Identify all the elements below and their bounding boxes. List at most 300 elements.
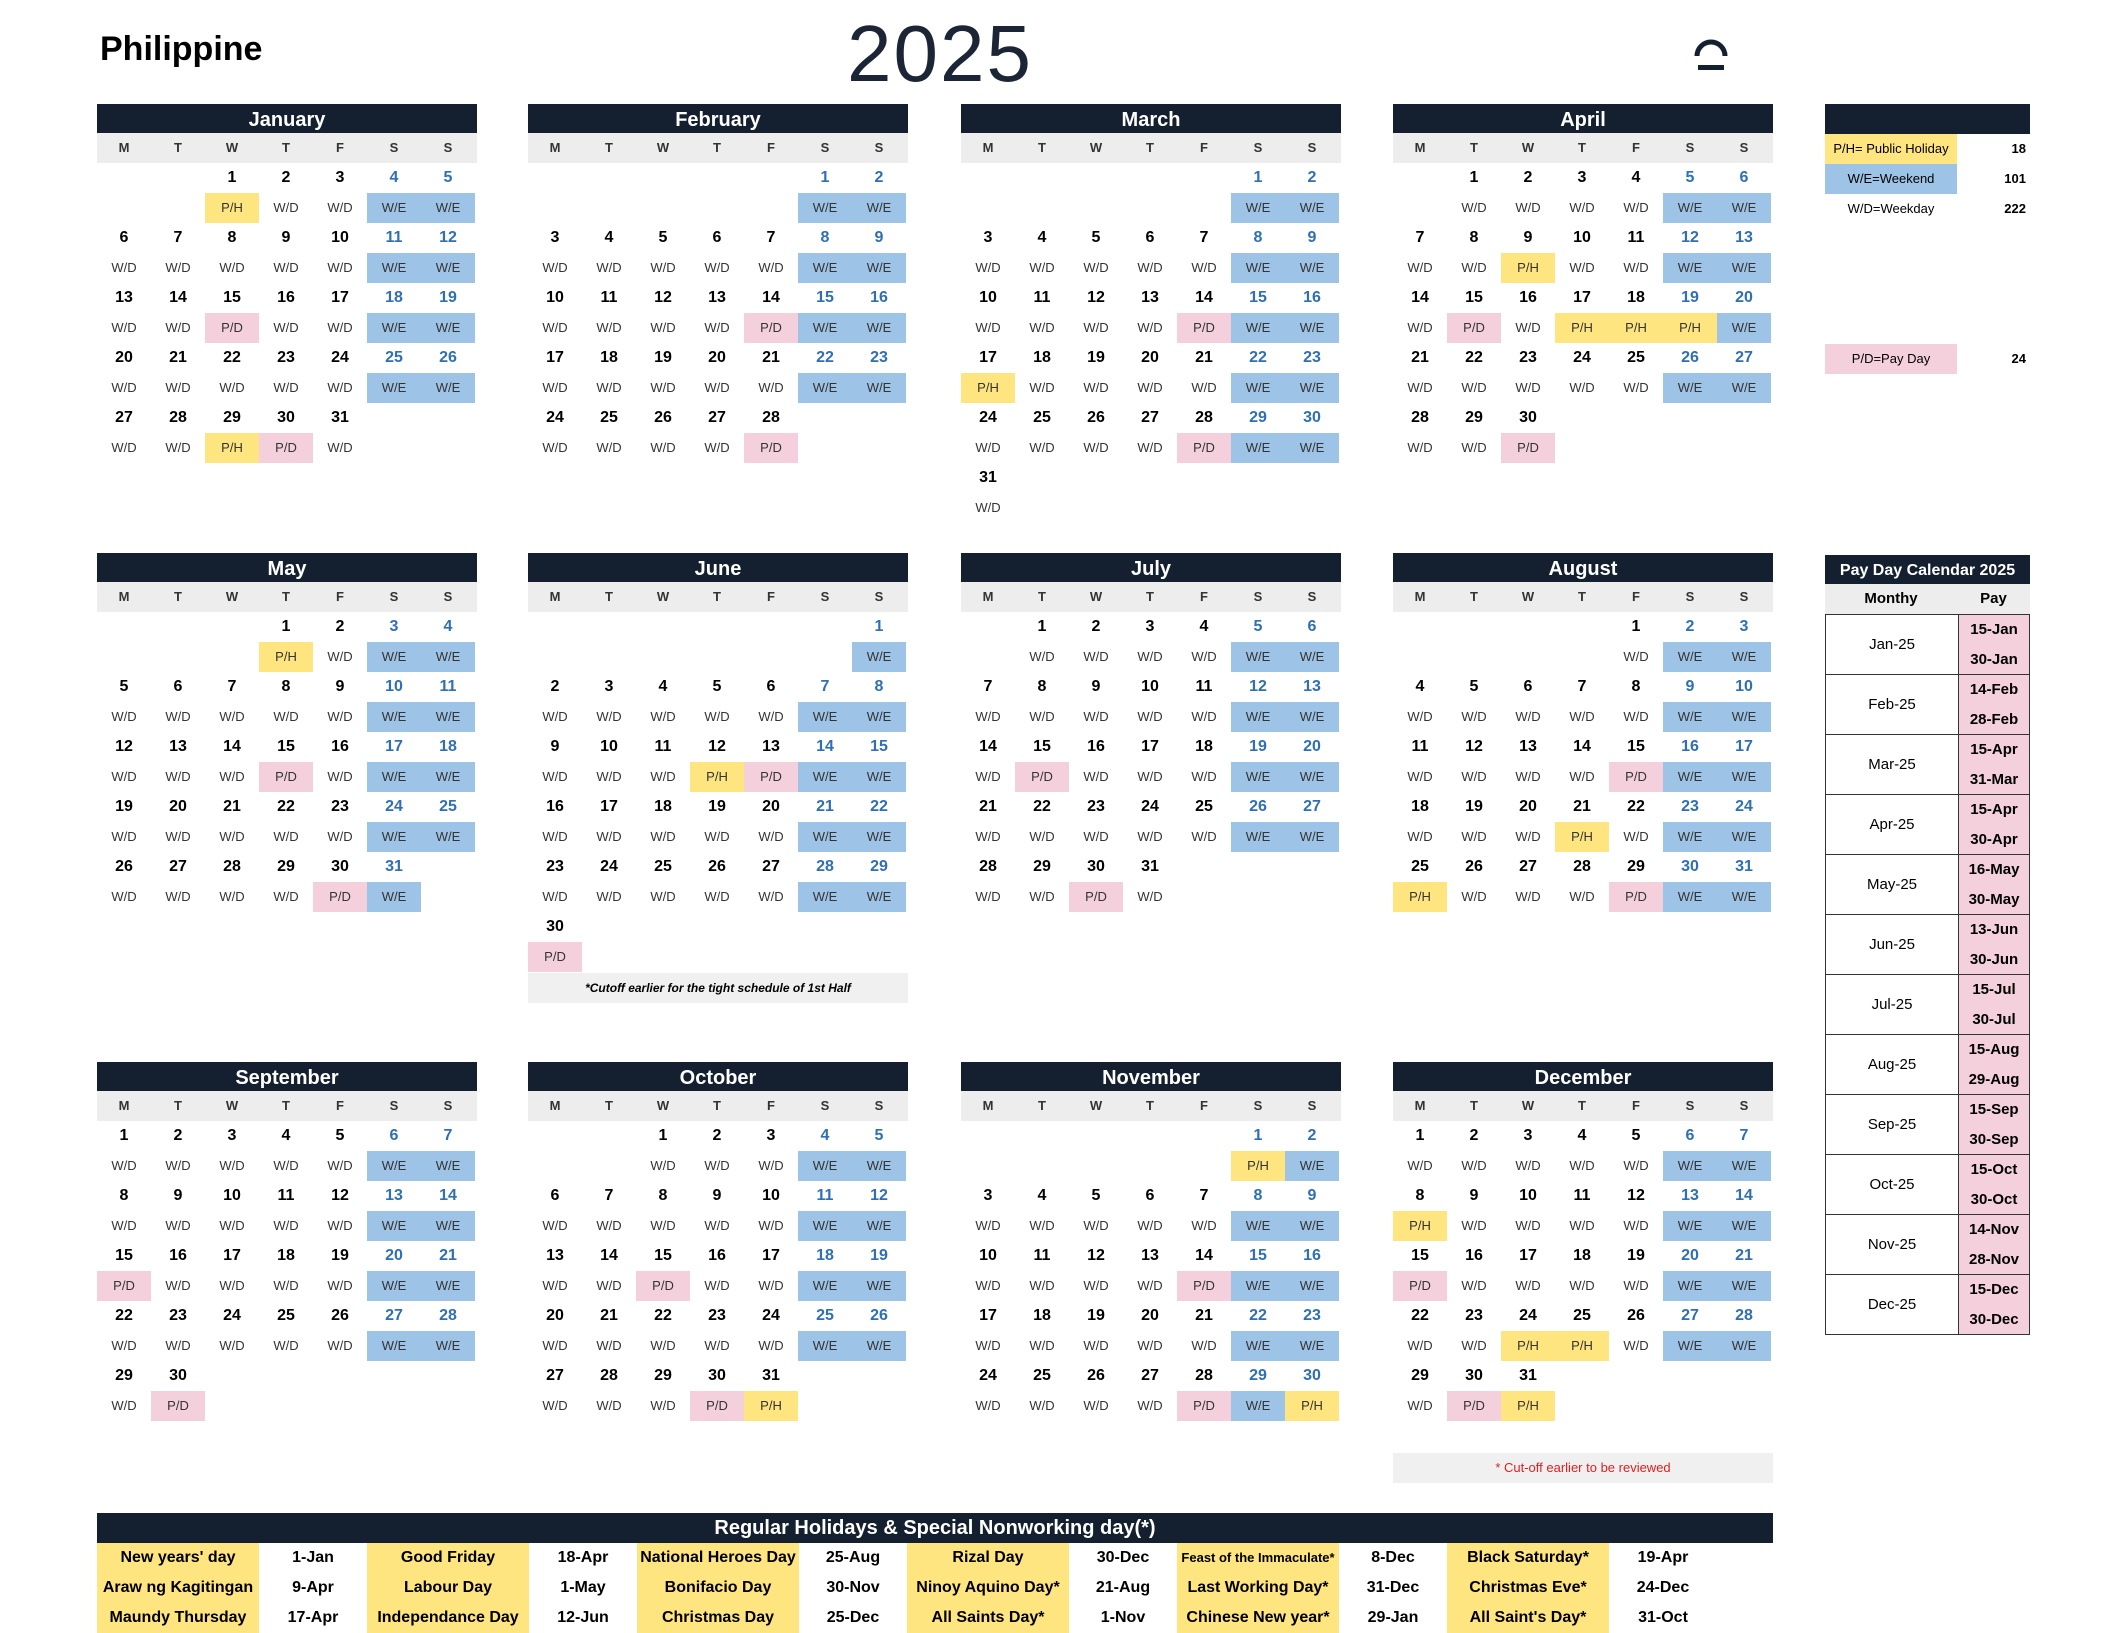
day-type: W/E <box>852 193 906 223</box>
payday-date: 30-Apr <box>1970 830 2018 848</box>
weekday-header-row <box>97 582 477 612</box>
day-type: P/D <box>744 433 798 463</box>
day-number: 11 <box>385 229 403 246</box>
day-type: P/D <box>1069 882 1123 912</box>
holiday-date: 25-Aug <box>825 1549 881 1566</box>
day-number: 31 <box>762 1367 780 1384</box>
day-type: W/D <box>1461 440 1487 455</box>
day-type: W/D <box>1083 769 1109 784</box>
holiday-name: Chinese New year* <box>1177 1603 1339 1633</box>
day-type: W/D <box>1083 649 1109 664</box>
weekday-label: M <box>982 1098 994 1113</box>
day-number: 6 <box>173 678 183 695</box>
day-number: 14 <box>439 1187 457 1204</box>
day-type <box>690 642 744 672</box>
day-type: W/D <box>1191 709 1217 724</box>
day-number: 25 <box>816 1307 834 1324</box>
day-type-row <box>961 493 1341 523</box>
day-number <box>582 612 636 642</box>
day-number: 28 <box>816 858 834 875</box>
day-number: 25 <box>1033 409 1051 426</box>
day-type: W/D <box>975 769 1001 784</box>
day-number: 23 <box>708 1307 726 1324</box>
day-type: W/E <box>1231 193 1285 223</box>
day-number: 5 <box>1469 678 1479 695</box>
day-type: W/D <box>1029 829 1055 844</box>
day-number: 30 <box>277 409 295 426</box>
day-number <box>1015 1121 1069 1151</box>
month-august <box>1393 553 1773 912</box>
day-number-row <box>528 283 908 313</box>
day-number-row <box>528 223 908 253</box>
day-number: 14 <box>1735 1187 1753 1204</box>
day-type: W/D <box>273 320 299 335</box>
day-type: W/D <box>1137 1338 1163 1353</box>
day-type: W/D <box>219 769 245 784</box>
holiday-name: Rizal Day <box>907 1543 1069 1573</box>
day-type: W/D <box>1029 1398 1055 1413</box>
weekday-label: T <box>1146 140 1154 155</box>
day-type: W/E <box>367 253 421 283</box>
day-number: 18 <box>1033 1307 1051 1324</box>
day-type: W/E <box>1717 642 1771 672</box>
weekday-label: S <box>443 589 453 604</box>
day-number <box>1285 463 1339 493</box>
day-number: 17 <box>546 349 564 366</box>
weekday-label: S <box>389 589 399 604</box>
payday-month: Aug-25 <box>1826 1035 1959 1094</box>
weekday-label: F <box>1632 589 1640 604</box>
day-number <box>1123 1121 1177 1151</box>
holiday-name: New years' day <box>97 1543 259 1573</box>
day-number: 21 <box>1195 1307 1213 1324</box>
day-type: W/E <box>852 702 906 732</box>
month-june <box>528 553 908 972</box>
day-type: W/D <box>327 320 353 335</box>
day-type <box>367 1391 421 1421</box>
payday-row <box>1825 675 2030 735</box>
day-type-row <box>1393 373 1773 403</box>
legend <box>1825 104 2030 374</box>
day-type: W/D <box>165 709 191 724</box>
day-number: 22 <box>1411 1307 1429 1324</box>
day-type <box>367 433 421 463</box>
payday-month: Feb-25 <box>1826 675 1959 734</box>
day-number: 28 <box>762 409 780 426</box>
day-number: 22 <box>1033 798 1051 815</box>
day-number: 17 <box>1735 738 1753 755</box>
day-type-row <box>1393 762 1773 792</box>
day-number <box>690 612 744 642</box>
day-number <box>1501 612 1555 642</box>
day-number <box>690 163 744 193</box>
day-type-row <box>97 1151 477 1181</box>
month-april <box>1393 104 1773 463</box>
day-type <box>1015 493 1069 523</box>
day-number: 1 <box>1253 169 1263 186</box>
day-type: W/E <box>1285 433 1339 463</box>
day-type-row <box>528 702 908 732</box>
day-number: 10 <box>385 678 403 695</box>
day-type-row <box>961 1271 1341 1301</box>
day-number: 28 <box>1195 1367 1213 1384</box>
day-type: W/D <box>1407 260 1433 275</box>
day-type: W/D <box>1029 889 1055 904</box>
day-number: 17 <box>979 349 997 366</box>
legend-count: 24 <box>2011 351 2026 366</box>
day-type: W/D <box>542 1278 568 1293</box>
day-number: 27 <box>1519 858 1537 875</box>
day-type: W/E <box>1663 1331 1717 1361</box>
day-type: W/D <box>111 1338 137 1353</box>
day-number: 8 <box>1253 229 1263 246</box>
day-number: 8 <box>1253 1187 1263 1204</box>
day-type: W/D <box>273 889 299 904</box>
day-number <box>97 612 151 642</box>
day-number: 2 <box>550 678 560 695</box>
day-type <box>798 942 852 972</box>
day-type: W/D <box>704 1338 730 1353</box>
day-type: P/D <box>313 882 367 912</box>
day-number: 13 <box>169 738 187 755</box>
day-type: W/E <box>1285 1211 1339 1241</box>
day-number: 4 <box>443 618 453 635</box>
day-type <box>1393 193 1447 223</box>
day-type: W/D <box>650 440 676 455</box>
day-type: W/D <box>165 260 191 275</box>
day-type-row <box>97 702 477 732</box>
day-number: 3 <box>604 678 614 695</box>
day-type-row <box>1393 433 1773 463</box>
weekday-label: T <box>1146 589 1154 604</box>
day-number: 13 <box>115 289 133 306</box>
day-type: W/E <box>1663 822 1717 852</box>
day-type: W/D <box>1029 1338 1055 1353</box>
day-type <box>528 1151 582 1181</box>
day-number-row <box>528 732 908 762</box>
day-type: W/D <box>975 889 1001 904</box>
weekday-label: T <box>1578 140 1586 155</box>
day-number: 10 <box>1573 229 1591 246</box>
day-number: 3 <box>1577 169 1587 186</box>
day-type: W/D <box>1137 260 1163 275</box>
weekday-label: T <box>713 1098 721 1113</box>
day-number: 17 <box>385 738 403 755</box>
day-type: W/E <box>1285 1271 1339 1301</box>
day-number <box>636 163 690 193</box>
day-type: W/D <box>542 260 568 275</box>
day-type: W/D <box>1569 1158 1595 1173</box>
day-type: W/D <box>327 1278 353 1293</box>
payday-date: 28-Nov <box>1968 1250 2020 1268</box>
day-type <box>1555 1391 1609 1421</box>
day-number: 9 <box>1685 678 1695 695</box>
weekday-label: F <box>336 140 344 155</box>
day-number: 26 <box>1465 858 1483 875</box>
day-type: W/D <box>542 889 568 904</box>
day-number: 1 <box>1469 169 1479 186</box>
day-type: W/E <box>1663 702 1717 732</box>
day-type: W/D <box>1461 1158 1487 1173</box>
day-number <box>636 612 690 642</box>
weekday-label: M <box>549 1098 561 1113</box>
day-type <box>1015 193 1069 223</box>
day-type: P/H <box>1393 882 1447 912</box>
day-number: 7 <box>173 229 183 246</box>
day-type-row <box>961 882 1341 912</box>
day-number <box>528 1121 582 1151</box>
day-number-row <box>97 1301 477 1331</box>
day-number: 9 <box>1307 229 1317 246</box>
day-number: 31 <box>385 858 403 875</box>
day-number-row <box>1393 1361 1773 1391</box>
day-number: 11 <box>1411 738 1429 755</box>
day-type: W/D <box>1191 260 1217 275</box>
day-type: W/D <box>758 1338 784 1353</box>
day-number <box>1555 403 1609 433</box>
day-number-row <box>97 1121 477 1151</box>
payday-date: 15-Sep <box>1969 1101 2019 1118</box>
weekday-label: W <box>1089 140 1103 155</box>
day-type: P/D <box>690 1391 744 1421</box>
day-number-row <box>1393 672 1773 702</box>
payday-pay-header: Pay <box>1980 590 2007 607</box>
day-type: W/D <box>1407 1398 1433 1413</box>
day-type: W/D <box>596 260 622 275</box>
day-type-row <box>961 822 1341 852</box>
day-type <box>1609 1391 1663 1421</box>
day-number <box>1123 463 1177 493</box>
day-type-row <box>97 373 477 403</box>
payday-dates <box>1959 975 2029 1034</box>
day-number-row <box>97 283 477 313</box>
day-number: 7 <box>227 678 237 695</box>
day-type <box>690 942 744 972</box>
month-header: April <box>1393 104 1773 133</box>
day-number: 16 <box>870 289 888 306</box>
day-number-row <box>1393 403 1773 433</box>
weekday-label: F <box>1200 1098 1208 1113</box>
day-number: 12 <box>870 1187 888 1204</box>
day-type: W/E <box>1231 702 1285 732</box>
day-number: 17 <box>1141 738 1159 755</box>
day-type <box>421 433 475 463</box>
payday-row <box>1825 915 2030 975</box>
day-number: 5 <box>712 678 722 695</box>
day-number: 3 <box>1145 618 1155 635</box>
day-number: 29 <box>115 1367 133 1384</box>
day-type: W/D <box>650 1338 676 1353</box>
day-number: 10 <box>762 1187 780 1204</box>
day-number: 3 <box>335 169 345 186</box>
weekday-label: T <box>1470 589 1478 604</box>
day-type: W/D <box>975 829 1001 844</box>
day-type: W/E <box>367 1151 421 1181</box>
month-header: July <box>961 553 1341 582</box>
day-type: W/D <box>1407 380 1433 395</box>
day-number: 5 <box>443 169 453 186</box>
weekday-label: T <box>605 1098 613 1113</box>
day-number: 5 <box>658 229 668 246</box>
day-type <box>852 942 906 972</box>
day-number <box>205 1361 259 1391</box>
weekday-label: T <box>1038 589 1046 604</box>
day-type: W/E <box>421 1331 475 1361</box>
day-type <box>1501 642 1555 672</box>
day-number: 16 <box>1303 1247 1321 1264</box>
day-type: W/D <box>975 1338 1001 1353</box>
day-type: W/D <box>758 260 784 275</box>
day-number: 19 <box>1087 1307 1105 1324</box>
day-number: 11 <box>1573 1187 1591 1204</box>
day-number <box>961 612 1015 642</box>
day-type: W/D <box>704 829 730 844</box>
day-type: W/D <box>327 1158 353 1173</box>
day-type: W/D <box>758 709 784 724</box>
day-number: 22 <box>870 798 888 815</box>
day-number <box>852 1361 906 1391</box>
day-number: 12 <box>1249 678 1267 695</box>
day-type <box>798 1391 852 1421</box>
day-type: W/E <box>1285 253 1339 283</box>
day-number: 5 <box>119 678 129 695</box>
day-number: 21 <box>1195 349 1213 366</box>
day-type <box>961 1151 1015 1181</box>
weekday-label: M <box>118 1098 130 1113</box>
day-type: W/E <box>1231 1271 1285 1301</box>
weekday-label: S <box>1685 589 1695 604</box>
day-number: 11 <box>439 678 457 695</box>
weekday-label: T <box>174 140 182 155</box>
day-number: 26 <box>439 349 457 366</box>
day-type: P/D <box>744 313 798 343</box>
day-number: 15 <box>1249 289 1267 306</box>
day-number: 7 <box>820 678 830 695</box>
day-type <box>1123 1151 1177 1181</box>
day-type: W/E <box>852 642 906 672</box>
day-number-row <box>528 343 908 373</box>
day-number: 9 <box>1523 229 1533 246</box>
day-type: W/E <box>1231 1391 1285 1421</box>
day-number: 22 <box>1627 798 1645 815</box>
day-number: 16 <box>546 798 564 815</box>
day-type: P/D <box>1447 1391 1501 1421</box>
day-type-row <box>528 1391 908 1421</box>
day-number: 18 <box>385 289 403 306</box>
month-header: October <box>528 1062 908 1091</box>
day-number: 13 <box>546 1247 564 1264</box>
day-number: 27 <box>1681 1307 1699 1324</box>
day-type: W/D <box>327 1218 353 1233</box>
day-number: 15 <box>115 1247 133 1264</box>
day-number: 13 <box>762 738 780 755</box>
day-type: W/D <box>1407 829 1433 844</box>
day-type: W/D <box>758 1278 784 1293</box>
holiday-name: Araw ng Kagitingan <box>97 1573 259 1603</box>
day-number: 1 <box>1037 618 1047 635</box>
day-type: W/E <box>1231 433 1285 463</box>
holiday-name: Christmas Eve* <box>1447 1573 1609 1603</box>
month-may <box>97 553 477 912</box>
day-number-row <box>97 672 477 702</box>
day-number-row <box>961 343 1341 373</box>
payday-calendar <box>1825 555 2030 1335</box>
day-number: 15 <box>1033 738 1051 755</box>
day-type: W/D <box>542 440 568 455</box>
day-type: W/E <box>1717 1151 1771 1181</box>
day-number: 6 <box>119 229 129 246</box>
day-type: W/E <box>421 1271 475 1301</box>
day-type <box>1285 493 1339 523</box>
day-number: 7 <box>1199 1187 1209 1204</box>
day-type: W/D <box>1083 380 1109 395</box>
day-number: 24 <box>331 349 349 366</box>
day-type-row <box>528 822 908 852</box>
day-number: 28 <box>1411 409 1429 426</box>
day-number: 4 <box>389 169 399 186</box>
day-number: 18 <box>816 1247 834 1264</box>
day-type: W/D <box>542 380 568 395</box>
day-type: W/D <box>542 709 568 724</box>
day-type: W/D <box>273 1218 299 1233</box>
payday-date: 15-Oct <box>1970 1161 2018 1178</box>
day-number: 4 <box>820 1127 830 1144</box>
day-type <box>1717 433 1771 463</box>
day-number: 25 <box>1033 1367 1051 1384</box>
day-type-row <box>961 1331 1341 1361</box>
day-type: P/D <box>1501 433 1555 463</box>
day-number-row <box>97 732 477 762</box>
day-type-row <box>961 762 1341 792</box>
day-type: W/D <box>650 1218 676 1233</box>
month-header: September <box>97 1062 477 1091</box>
day-number-row <box>1393 1121 1773 1151</box>
month-header: March <box>961 104 1341 133</box>
day-type: W/D <box>704 1218 730 1233</box>
day-number: 21 <box>169 349 187 366</box>
holiday-date: 1-Jan <box>292 1549 334 1566</box>
payday-date: 15-Apr <box>1970 801 2018 818</box>
day-number: 26 <box>1087 1367 1105 1384</box>
holiday-row <box>97 1573 1773 1603</box>
day-number: 17 <box>600 798 618 815</box>
day-number <box>367 403 421 433</box>
day-number: 8 <box>1037 678 1047 695</box>
day-type <box>961 642 1015 672</box>
payday-row <box>1825 615 2030 675</box>
payday-month: Sep-25 <box>1826 1095 1959 1154</box>
day-type: W/D <box>596 1338 622 1353</box>
day-type <box>1177 882 1231 912</box>
weekday-label: S <box>1307 140 1317 155</box>
weekday-label: W <box>225 589 239 604</box>
day-number: 14 <box>1573 738 1591 755</box>
payday-row <box>1825 975 2030 1035</box>
day-number: 5 <box>1253 618 1263 635</box>
day-number: 10 <box>1519 1187 1537 1204</box>
day-type-row <box>1393 1331 1773 1361</box>
day-number <box>798 612 852 642</box>
weekday-label: S <box>389 140 399 155</box>
day-number: 26 <box>331 1307 349 1324</box>
day-number-row <box>528 403 908 433</box>
day-number: 10 <box>979 289 997 306</box>
day-number: 21 <box>223 798 241 815</box>
day-type: P/H <box>1501 1331 1555 1361</box>
day-number: 23 <box>277 349 295 366</box>
day-number: 28 <box>169 409 187 426</box>
day-number: 14 <box>762 289 780 306</box>
